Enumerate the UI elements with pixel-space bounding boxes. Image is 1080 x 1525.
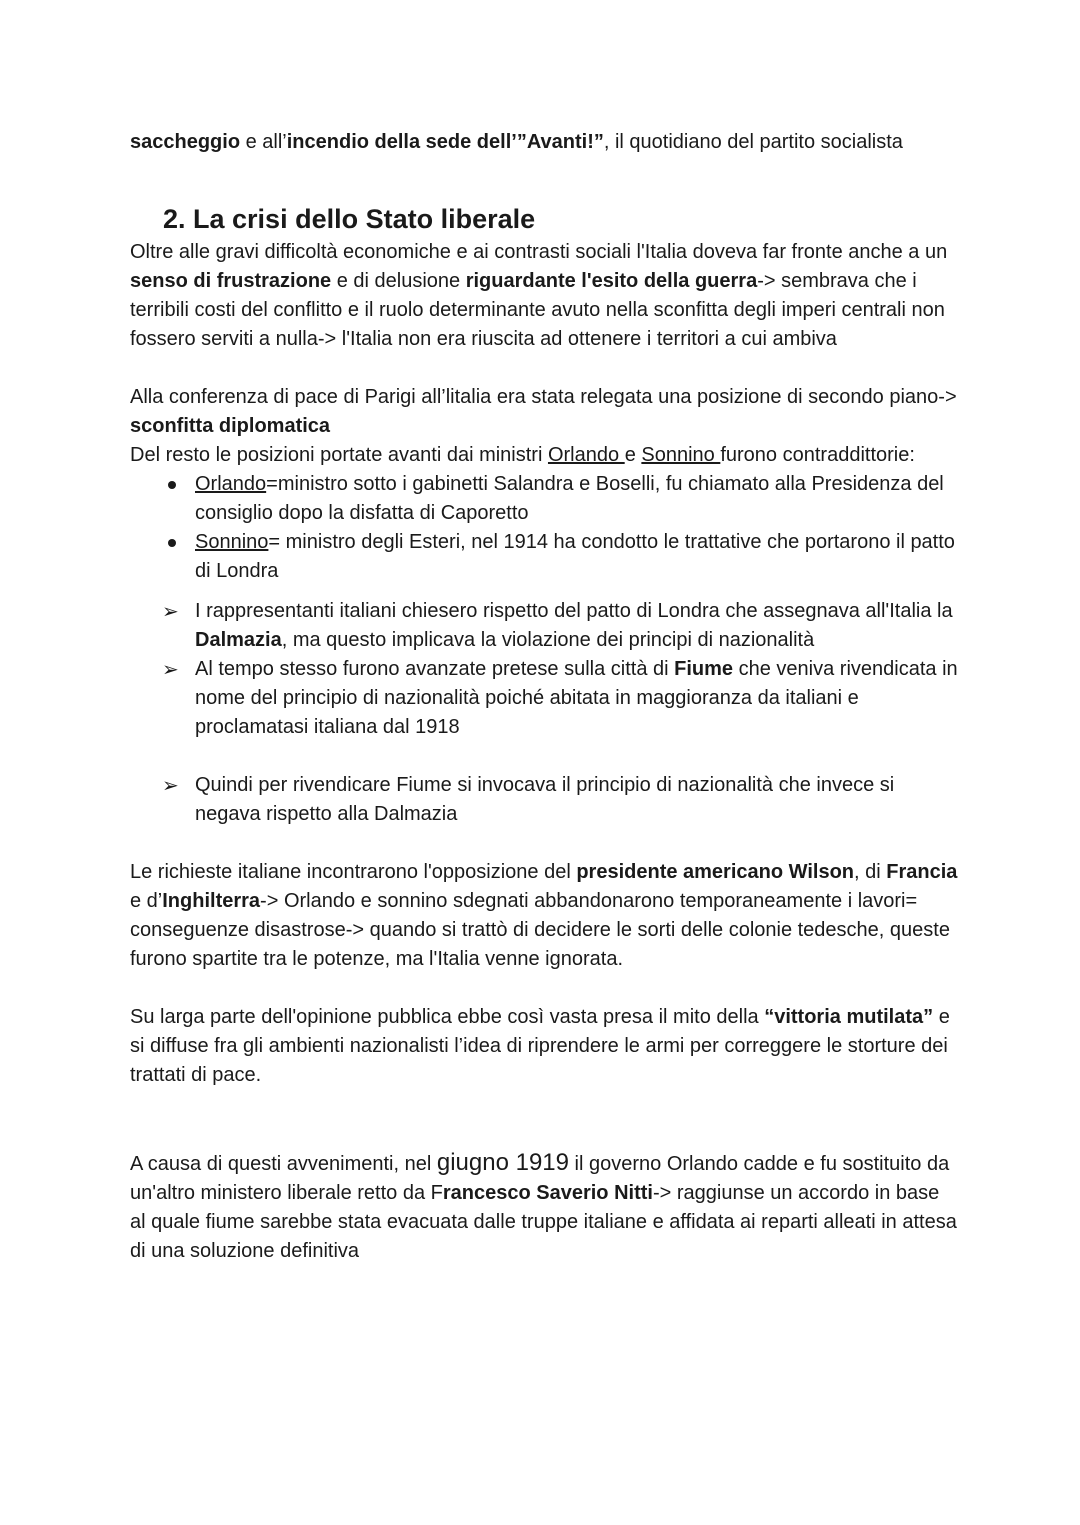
paragraph-vittoria-mutilata: Su larga parte dell'opinione pubblica ebbe così vasta presa il mito della “vittoria mutilata” e si diffuse fra gli ambienti nazionalisti l’idea di riprendere le armi per correggere le storture dei trattati di pace. <box>130 1006 950 1086</box>
list-item: Sonnino= ministro degli Esteri, nel 1914 ha condotto le trattative che portarono il patto di Londra <box>130 528 960 586</box>
paragraph-frustrazione: Oltre alle gravi difficoltà economiche e ai contrasti sociali l'Italia doveva far fronte anche a un senso di frustrazione e di delusione riguardante l'esito della guerra-> sembrava che i terribili costi del conflitto e il ruolo determinante avuto nella sconfitta degli imperi centrali non fossero serviti a nulla-> l'Italia non era riuscita ad ottenere i territori a cui ambiva <box>130 241 948 350</box>
list-item: ➢ Quindi per rivendicare Fiume si invocava il principio di nazionalità che invece si negava rispetto alla Dalmazia <box>162 773 895 825</box>
paragraph-conferenza: Alla conferenza di pace di Parigi all’litalia era stata relegata una posizione di secondo piano-> sconfitta diplomatica <box>130 386 957 437</box>
bullet-list <box>130 470 960 586</box>
list-item: ➢ I rappresentanti italiani chiesero rispetto del patto di Londra che assegnava all'Italia la Dalmazia, ma questo implicava la violazione dei principi di nazionalità <box>162 599 953 651</box>
arrow-bullet-icon: ➢ <box>162 657 179 681</box>
arrow-bullet-icon: ➢ <box>162 599 179 623</box>
arrow-bullet-icon: ➢ <box>162 773 179 797</box>
paragraph-ministri: Del resto le posizioni portate avanti dai ministri Orlando e Sonnino furono contraddittorie: <box>130 444 915 466</box>
paragraph-nitti: A causa di questi avvenimenti, nel giugno 1919 il governo Orlando cadde e fu sostituito da un'altro ministero liberale retto da Francesco Saverio Nitti-> raggiunse un accordo in base al quale fiume sarebbe stata evacuata dalle truppe italiane e affidata ai reparti alleati in attesa di una soluzione definitiva <box>130 1149 957 1262</box>
list-item: Orlando=ministro sotto i gabinetti Salandra e Boselli, fu chiamato alla Presidenza del consiglio dopo la disfatta di Caporetto <box>130 470 960 528</box>
intro-paragraph: saccheggio e all’incendio della sede dell’”Avanti!”, il quotidiano del partito socialista <box>130 131 903 153</box>
section-heading: 2. La crisi dello Stato liberale <box>163 204 536 234</box>
list-item: ➢ Al tempo stesso furono avanzate pretese sulla città di Fiume che veniva rivendicata in nome del principio di nazionalità poiché abitata in maggioranza da italiani e proclamatasi italiana dal 1918 <box>162 657 958 738</box>
document-page <box>130 128 960 1266</box>
arrow-list <box>130 597 960 829</box>
paragraph-richieste: Le richieste italiane incontrarono l'opposizione del presidente americano Wilson, di Francia e d’Inghilterra-> Orlando e sonnino sdegnati abbandonarono temporaneamente i lavori= conseguenze disastrose-> quando si trattò di decidere le sorti delle colonie tedesche, queste furono spartite tra le potenze, ma l'Italia venne ignorata. <box>130 861 958 970</box>
